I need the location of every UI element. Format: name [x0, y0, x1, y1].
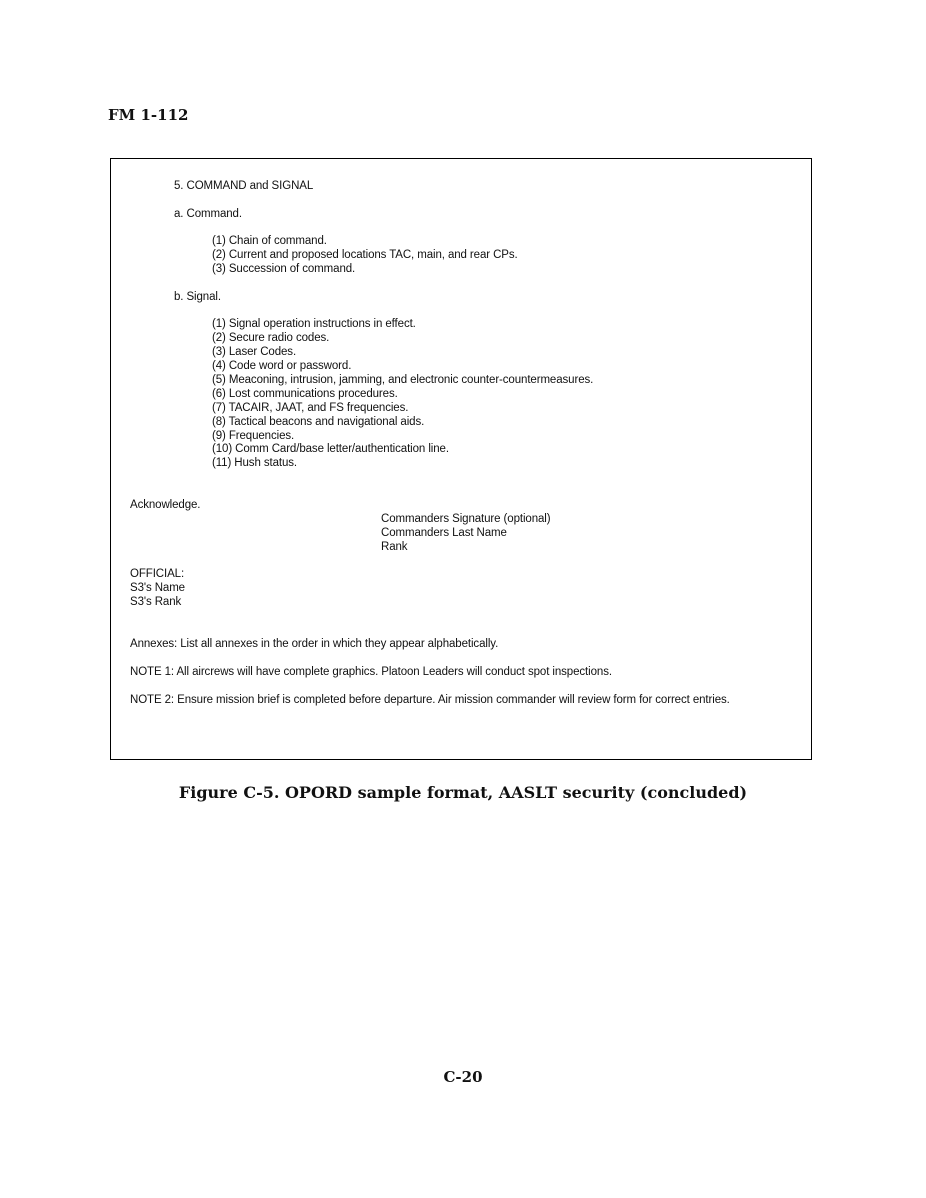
- official-line: S3's Rank: [130, 596, 182, 608]
- official-line: S3's Name: [130, 582, 185, 594]
- signal-item: (3) Laser Codes.: [212, 346, 297, 358]
- page-number: C-20: [443, 1068, 483, 1086]
- section-heading: 5. COMMAND and SIGNAL: [174, 180, 314, 192]
- annexes-line: Annexes: List all annexes in the order in which they appear alphabetically.: [130, 638, 499, 650]
- signal-item: (5) Meaconing, intrusion, jamming, and electronic counter-countermeasures.: [212, 374, 594, 386]
- signature-line: Commanders Last Name: [381, 527, 507, 539]
- command-item: (3) Succession of command.: [212, 263, 356, 275]
- note-1: NOTE 1: All aircrews will have complete graphics. Platoon Leaders will conduct spot inspections.: [130, 666, 612, 678]
- document-id-header: FM 1-112: [108, 106, 189, 124]
- signal-item: (8) Tactical beacons and navigational aids.: [212, 416, 425, 428]
- signature-line: Rank: [381, 541, 408, 553]
- signature-line: Commanders Signature (optional): [381, 513, 551, 525]
- signal-item: (9) Frequencies.: [212, 430, 295, 442]
- signal-item: (11) Hush status.: [212, 457, 298, 469]
- figure-caption: Figure C-5. OPORD sample format, AASLT security (concluded): [178, 783, 748, 802]
- signal-item: (2) Secure radio codes.: [212, 332, 330, 344]
- official-line: OFFICIAL:: [130, 568, 185, 580]
- command-heading: a. Command.: [174, 208, 242, 220]
- signal-item: (6) Lost communications procedures.: [212, 388, 398, 400]
- signal-item: (10) Comm Card/base letter/authentication line.: [212, 443, 449, 455]
- signal-item: (7) TACAIR, JAAT, and FS frequencies.: [212, 402, 409, 414]
- acknowledge-line: Acknowledge.: [130, 499, 201, 511]
- command-item: (1) Chain of command.: [212, 235, 327, 247]
- signal-item: (4) Code word or password.: [212, 360, 352, 372]
- note-2: NOTE 2: Ensure mission brief is completed before departure. Air mission commander will review form for correct entries.: [130, 694, 730, 706]
- command-item: (2) Current and proposed locations TAC, main, and rear CPs.: [212, 249, 518, 261]
- signal-item: (1) Signal operation instructions in effect.: [212, 318, 416, 330]
- signal-heading: b. Signal.: [174, 291, 221, 303]
